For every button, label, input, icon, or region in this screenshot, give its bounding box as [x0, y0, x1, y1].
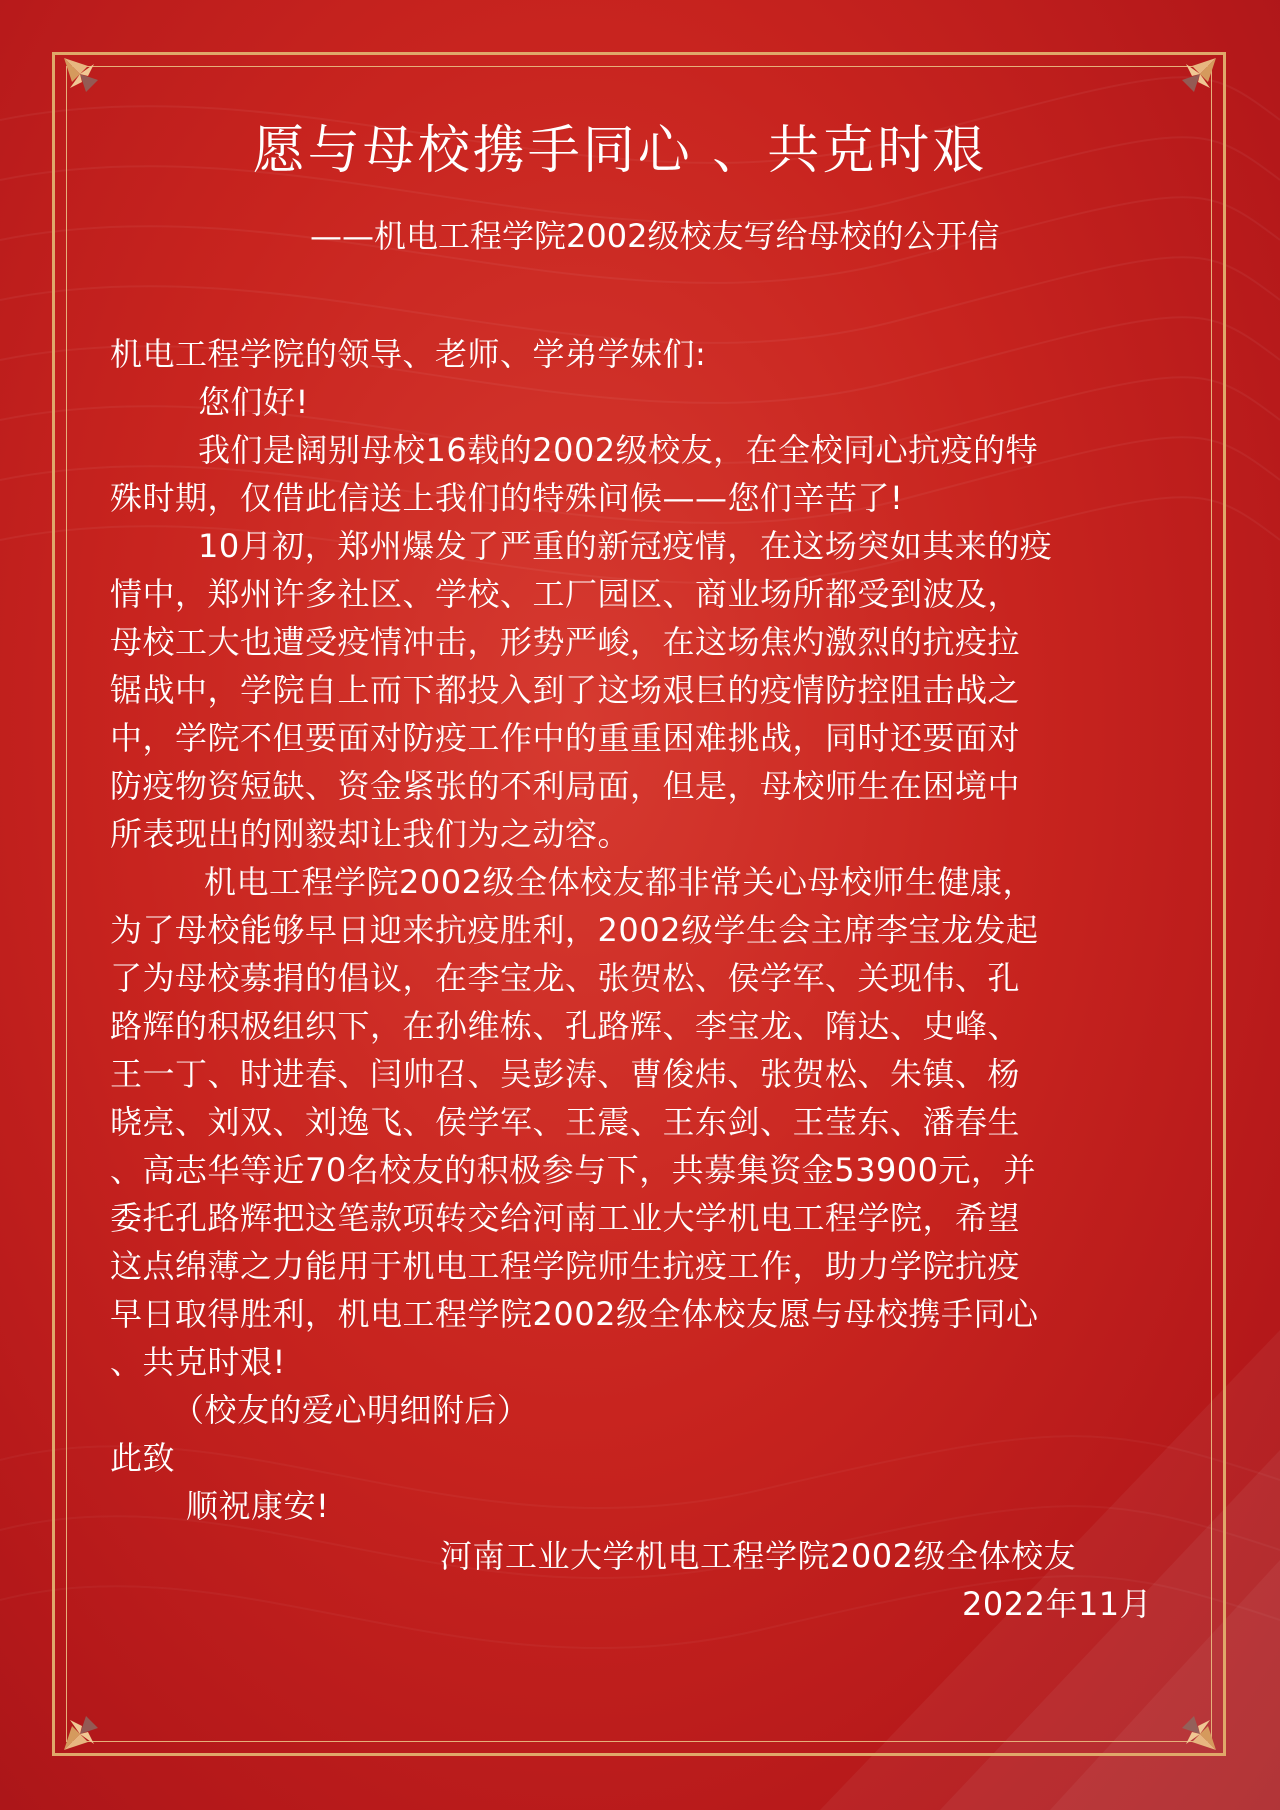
body-line: 母校工大也遭受疫情冲击，形势严峻，在这场焦灼激烈的抗疫拉 — [110, 623, 1021, 661]
wish: 顺祝康安! — [186, 1487, 330, 1525]
body-line: 我们是阔别母校16载的2002级校友，在全校同心抗疫的特 — [198, 431, 1039, 469]
body-line: 委托孔路辉把这笔款项转交给河南工业大学机电工程学院，希望 — [110, 1199, 1021, 1237]
body-line: 这点绵薄之力能用于机电工程学院师生抗疫工作，助力学院抗疫 — [110, 1247, 1021, 1285]
body-line: 、共克时艰! — [110, 1343, 286, 1381]
closing: 此致 — [110, 1439, 176, 1477]
signature: 河南工业大学机电工程学院2002级全体校友 — [440, 1537, 1076, 1575]
salutation: 机电工程学院的领导、老师、学弟学妹们: — [110, 335, 707, 373]
greeting-line: 您们好! — [198, 383, 309, 421]
corner-ornament-icon — [1166, 1700, 1222, 1756]
body-line: 防疫物资短缺、资金紧张的不利局面，但是，母校师生在困境中 — [110, 767, 1021, 805]
body-line: 路辉的积极组织下，在孙维栋、孔路辉、李宝龙、隋达、史峰、 — [110, 1007, 1021, 1045]
body-line: 10月初，郑州爆发了严重的新冠疫情，在这场突如其来的疫 — [198, 527, 1053, 565]
body-line: 王一丁、时进春、闫帅召、吴彭涛、曹俊炜、张贺松、朱镇、杨 — [110, 1055, 1021, 1093]
corner-ornament-icon — [58, 1700, 114, 1756]
body-line: 所表现出的刚毅却让我们为之动容。 — [110, 815, 631, 853]
body-line: 情中，郑州许多社区、学校、工厂园区、商业场所都受到波及， — [110, 575, 1021, 613]
body-line: 殊时期，仅借此信送上我们的特殊问候——您们辛苦了! — [110, 479, 904, 517]
letter-date: 2022年11月 — [962, 1585, 1153, 1623]
body-line: 晓亮、刘双、刘逸飞、侯学军、王震、王东剑、王莹东、潘春生 — [110, 1103, 1021, 1141]
letter-subtitle: ——机电工程学院2002级校友写给母校的公开信 — [310, 217, 1000, 255]
body-line: 中，学院不但要面对防疫工作中的重重困难挑战，同时还要面对 — [110, 719, 1021, 757]
body-line: 早日取得胜利，机电工程学院2002级全体校友愿与母校携手同心 — [110, 1295, 1039, 1333]
note-line: （校友的爱心明细附后） — [172, 1391, 530, 1429]
corner-ornament-icon — [58, 52, 114, 108]
body-line: 锯战中，学院自上而下都投入到了这场艰巨的疫情防控阻击战之 — [110, 671, 1021, 709]
body-line: 机电工程学院2002级全体校友都非常关心母校师生健康， — [204, 863, 1035, 901]
body-line: 、高志华等近70名校友的积极参与下，共募集资金53900元，并 — [110, 1151, 1037, 1189]
corner-ornament-icon — [1166, 52, 1222, 108]
letter-title: 愿与母校携手同心 、共克时艰 — [252, 121, 988, 181]
body-line: 为了母校能够早日迎来抗疫胜利，2002级学生会主席李宝龙发起 — [110, 911, 1039, 949]
body-line: 了为母校募捐的倡议，在李宝龙、张贺松、侯学军、关现伟、孔 — [110, 959, 1021, 997]
